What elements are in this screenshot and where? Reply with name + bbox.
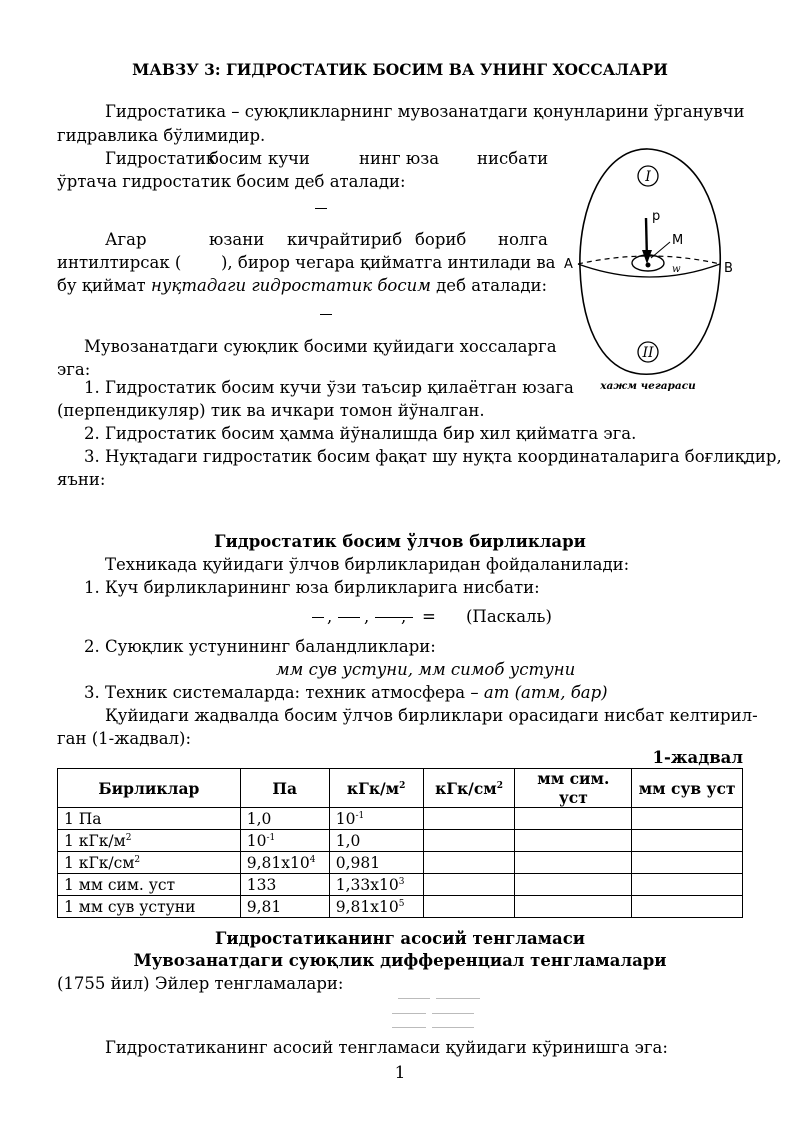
basic-eq-heading: Гидростатиканинг асосий тенгламаси <box>214 929 585 948</box>
p3-word-3: кичрайтириб <box>287 230 403 249</box>
units-intro: Техникада қуйидаги ўлчов бирликларидан фойдаланилади: <box>105 555 630 574</box>
page-title: МАВЗУ 3: ГИДРОСТАТИК БОСИМ ВА УНИНГ ХОССАЛАРИ <box>132 60 668 79</box>
table-cell: $10^{-1}$ <box>329 808 423 830</box>
formula-separator: , <box>401 607 407 626</box>
euler-line: (1755 йил) Эйлер тенгламалари: <box>57 974 344 993</box>
table-cell: 1,0 <box>329 830 423 852</box>
property-1-line-2: (перпендикуляр) тик ва ичкари томон йўналган. <box>57 401 485 420</box>
table-cell: 1 Па <box>58 808 241 830</box>
relation-line-2: ган (1-жадвал): <box>57 729 192 748</box>
intro-line-1: Гидростатика – суюқликларнинг мувозанатдаги қонунларини ўрганувчи <box>105 102 745 121</box>
table-cell: $9,81x10^4$ <box>240 852 329 874</box>
intro-line-2: гидравлика бўлимидир. <box>57 126 266 145</box>
header-kgf-m2: кГк/$м^2$ <box>329 769 423 808</box>
formula-fraction-bar <box>338 617 360 618</box>
table-cell: 1 кГк/$м^2$ <box>58 830 241 852</box>
formula-separator: , <box>364 607 370 626</box>
property-3-line-2: яъни: <box>57 470 106 489</box>
basic-eq-form-line: Гидростатиканинг асосий тенгламаси қуйидаги кўринишга эга: <box>105 1038 668 1057</box>
property-2: 2. Гидростатик босим ҳамма йўналишда бир хил қийматга эга. <box>84 424 637 443</box>
header-mm-water: мм сув уст <box>632 769 743 808</box>
table-cell: 1 мм сим. уст <box>58 874 241 896</box>
formula-fraction-bar <box>375 617 397 618</box>
units-item-1: 1. Куч бирликларининг юза бирликларига нисбати: <box>84 578 540 597</box>
units-item-2-values: мм сув устуни, мм симоб устуни <box>276 660 576 679</box>
formula-fraction-bar <box>315 208 327 209</box>
p2-word-2: босим <box>209 149 262 168</box>
region-label-2: II <box>642 345 654 361</box>
p3-word-4: бориб <box>415 230 467 249</box>
property-1-line-1: 1. Гидростатик босим кучи ўзи таъсир қилаётган юзага <box>84 378 574 397</box>
formula-separator: , <box>327 607 333 626</box>
table-cell: 1,0 <box>240 808 329 830</box>
units-table <box>57 768 743 918</box>
table-row <box>58 874 743 896</box>
table-row <box>58 808 743 830</box>
figure-caption: хажм чегараси <box>600 380 696 392</box>
table-cell: 9,81 <box>240 896 329 918</box>
relation-line-1: Қуйидаги жадвалда босим ўлчов бирликлари орасидаги нисбат келтирил- <box>105 706 758 725</box>
formula-fraction-bar <box>397 617 413 618</box>
differential-eq-heading: Мувозанатдаги суюқлик дифференциал тенгламалари <box>133 951 667 970</box>
units-item-3: 3. Техник системаларда: техник атмосфера – <box>84 683 484 702</box>
table-header-row <box>58 769 743 808</box>
table-cell: $1,33x10^3$ <box>329 874 423 896</box>
property-3-line-1: 3. Нуқтадаги гидростатик босим фақат шу нуқта координаталарига боғлиқдир, <box>84 447 782 466</box>
point-label-m: M <box>672 233 684 248</box>
table-row <box>58 852 743 874</box>
p3-word-1: Агар <box>105 230 147 249</box>
force-label-p: p <box>652 209 661 224</box>
table-cell: 133 <box>240 874 329 896</box>
table-row <box>58 896 743 918</box>
p2-word-1: Гидростатик <box>105 149 217 168</box>
table-row <box>58 830 743 852</box>
header-kgf-cm2: кГк/$см^2$ <box>423 769 515 808</box>
p4-line-2: эга: <box>57 360 91 379</box>
header-units: Бирликлар <box>58 769 241 808</box>
table-cell: 0,981 <box>329 852 423 874</box>
header-mm-hg: мм сим. уст <box>515 769 632 808</box>
p3-line-2b: ), бирор чегара қийматга интилади ва <box>221 253 556 272</box>
p3-line-3c: деб аталади: <box>430 276 548 295</box>
p3-line-2a: интилтирсак ( <box>57 253 182 272</box>
table-cell: 1 мм сув устуни <box>58 896 241 918</box>
p3-word-2: юзани <box>209 230 265 249</box>
p2-word-5: нисбати <box>477 149 549 168</box>
table-cell: $10^{-1}$ <box>240 830 329 852</box>
volume-diagram <box>560 140 750 400</box>
p3-word-5: нолга <box>498 230 548 249</box>
region-label-1: I <box>645 169 651 185</box>
formula-equals: = <box>422 607 436 626</box>
p3-line-3b: нуқтадаги гидростатик босим <box>150 276 431 295</box>
units-item-2: 2. Суюқлик устунининг баландликлари: <box>84 637 436 656</box>
header-pa: Па <box>240 769 329 808</box>
table-label: 1-жадвал <box>652 748 743 767</box>
formula-pascal: (Паскаль) <box>466 607 552 626</box>
page-number: 1 <box>394 1063 406 1083</box>
area-label-w: w <box>672 264 681 275</box>
p4-line-1: Мувозанатдаги суюқлик босими қуйидаги хоссаларга <box>84 337 557 356</box>
units-item-3-values: ат (атм, бар) <box>483 683 608 702</box>
point-label-a: A <box>564 257 573 272</box>
point-label-b: B <box>724 261 733 276</box>
units-heading: Гидростатик босим ўлчов бирликлари <box>214 532 586 551</box>
p2-line-2: ўртача гидростатик босим деб аталади: <box>57 172 406 191</box>
p3-line-3a: бу қиймат <box>57 276 151 295</box>
table-cell: 1 кГк/$см^2$ <box>58 852 241 874</box>
p2-word-3: кучи <box>268 149 310 168</box>
formula-fraction-bar <box>320 314 332 315</box>
p2-word-4: нинг юза <box>359 149 440 168</box>
table-cell: $9,81x10^5$ <box>329 896 423 918</box>
formula-fraction-bar <box>312 617 324 618</box>
